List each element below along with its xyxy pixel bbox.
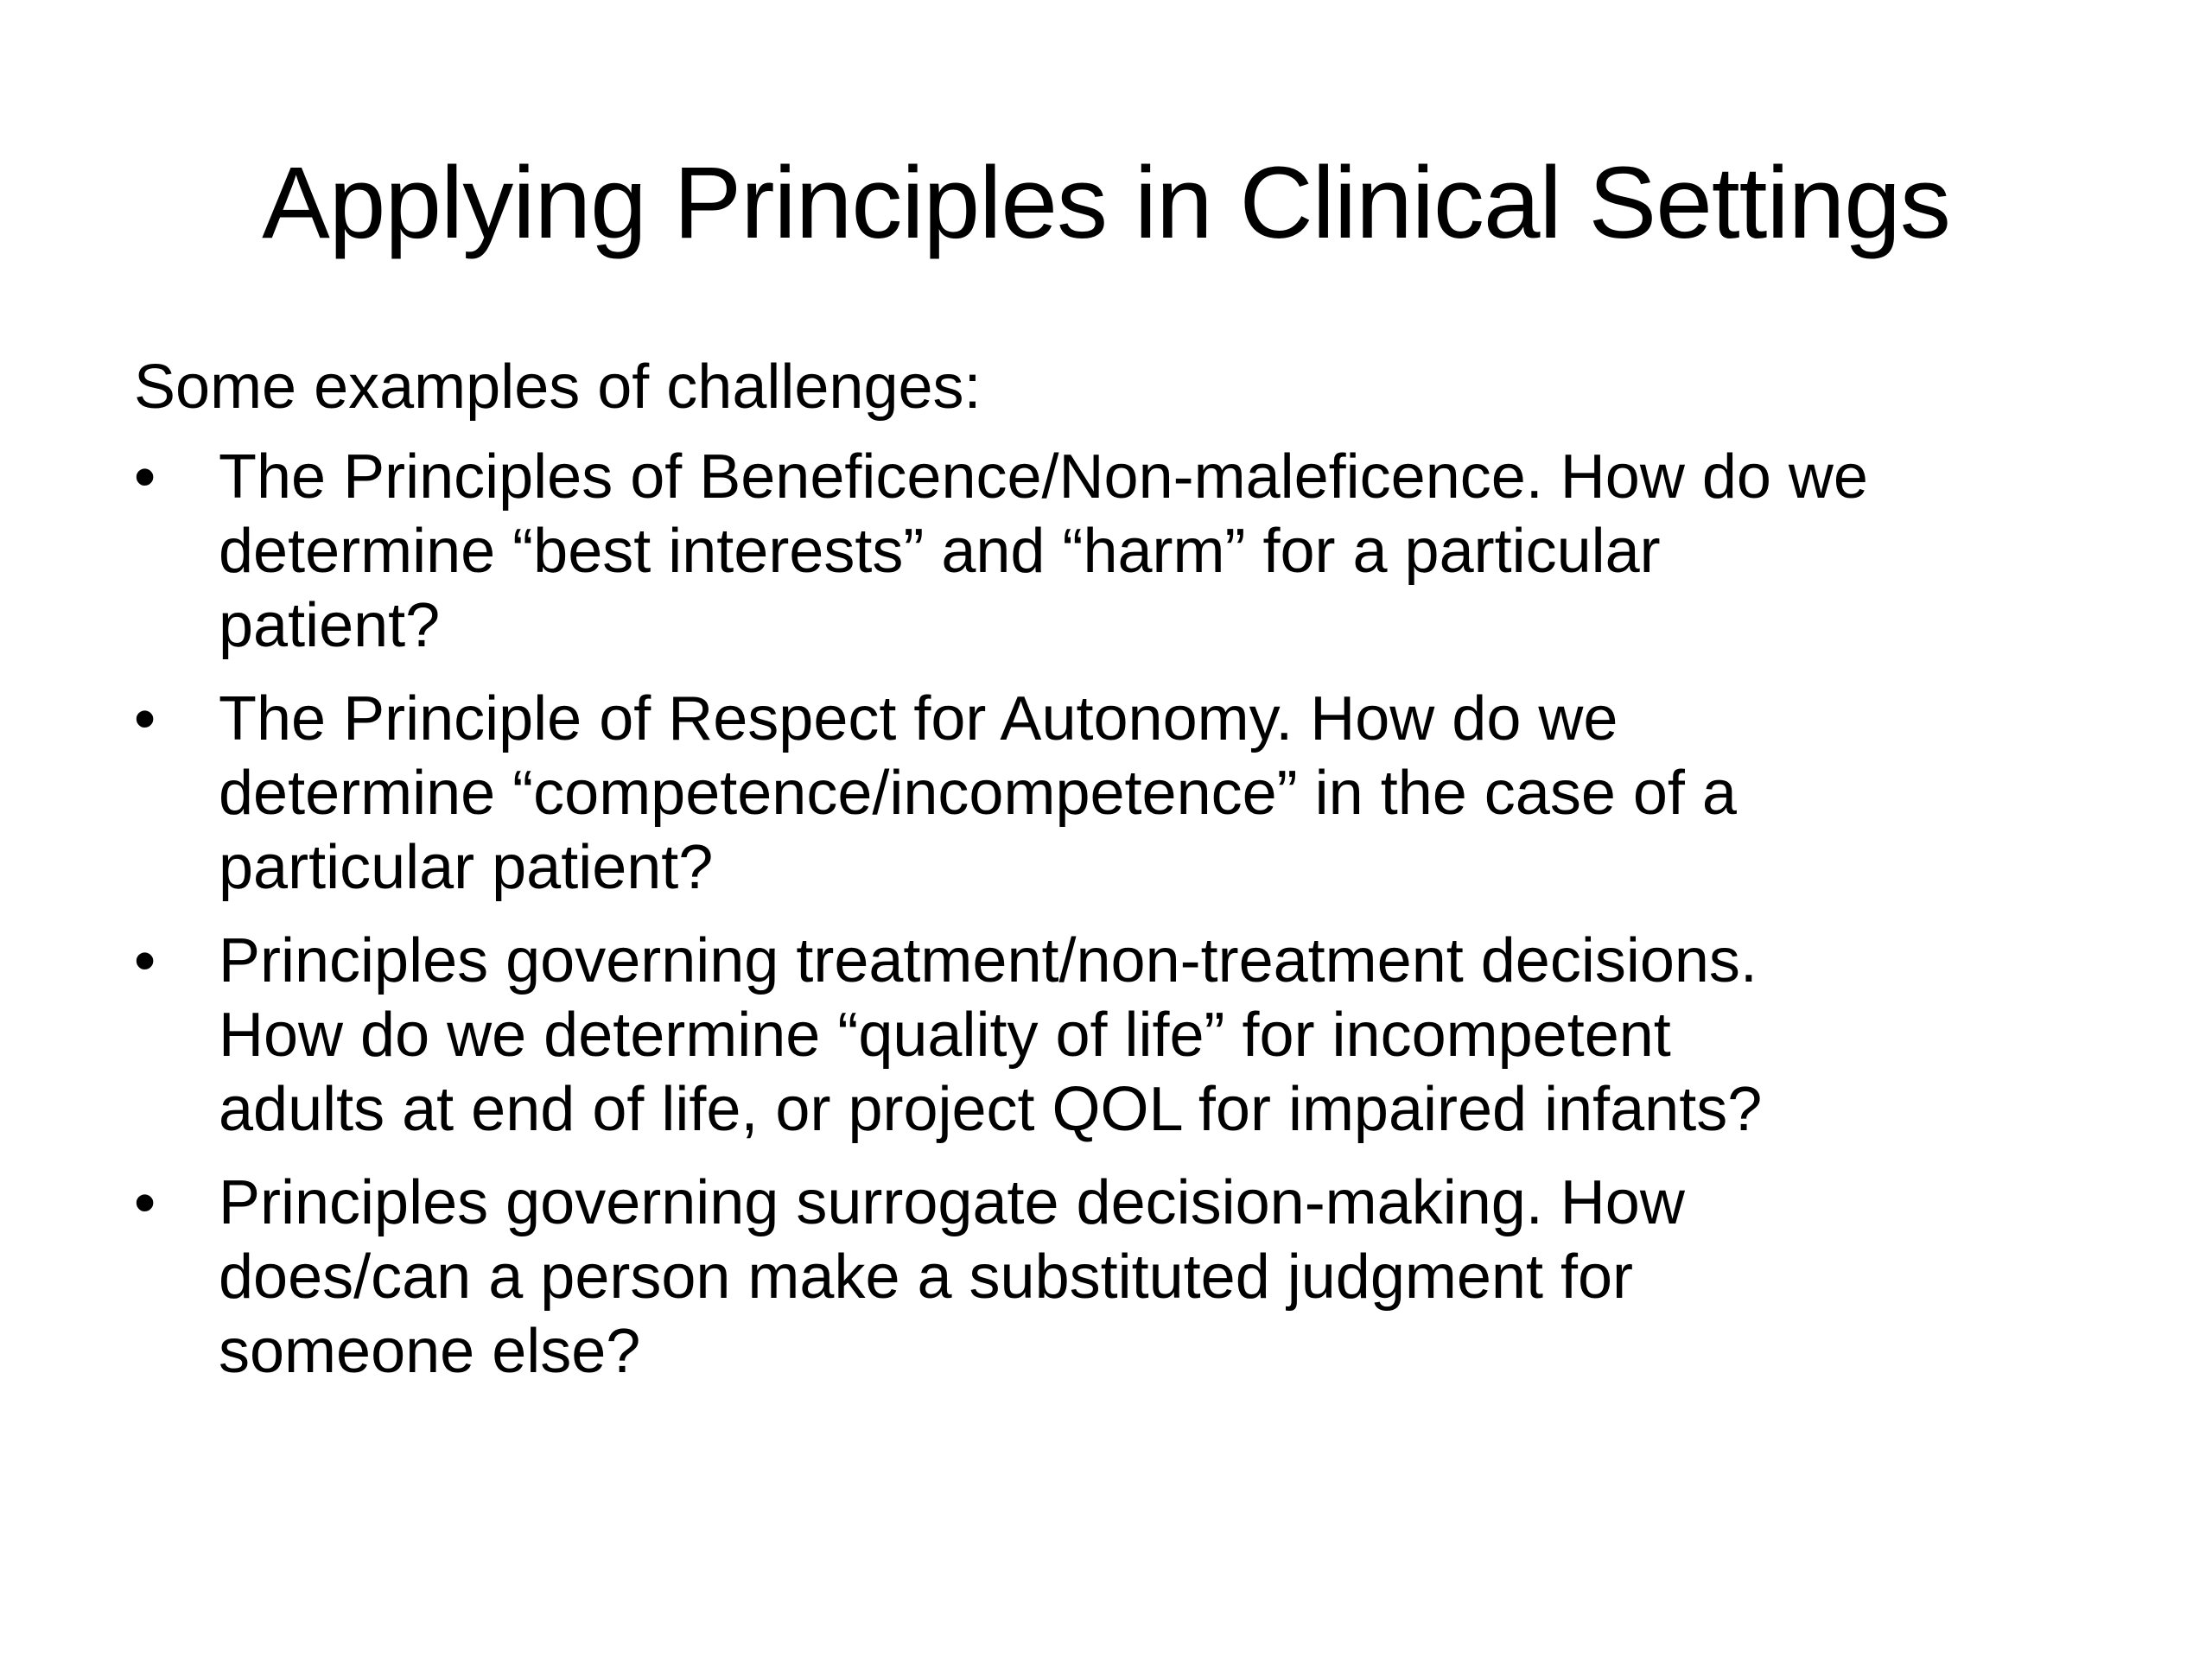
bullet-line: determine “best interests” and “harm” for a particular bbox=[219, 517, 1661, 586]
bullet-icon: • bbox=[134, 926, 156, 995]
bullet-icon: • bbox=[134, 442, 156, 512]
bullet-line: adults at end of life, or project QOL for impaired infants? bbox=[219, 1075, 1763, 1144]
bullet-item bbox=[134, 924, 2104, 1147]
bullet-line: someone else? bbox=[219, 1317, 641, 1386]
bullet-line: The Principle of Respect for Autonomy. How do we bbox=[219, 684, 1618, 753]
bullet-line: determine “competence/incompetence” in the case of a bbox=[219, 759, 1737, 828]
bullet-line: particular patient? bbox=[219, 833, 714, 902]
bullet-item bbox=[134, 1166, 2104, 1389]
bullet-icon: • bbox=[134, 684, 156, 753]
bullet-line: Principles governing surrogate decision-making. How bbox=[219, 1168, 1685, 1237]
bullet-icon: • bbox=[134, 1168, 156, 1237]
bullet-item bbox=[134, 440, 2104, 663]
bullet-line: The Principles of Beneficence/Non-maleficence. How do we bbox=[219, 442, 1868, 512]
slide-body bbox=[134, 350, 2104, 1408]
bullet-line: Principles governing treatment/non-treatment decisions. bbox=[219, 926, 1758, 995]
bullet-line: patient? bbox=[219, 591, 441, 660]
bullet-item bbox=[134, 682, 2104, 905]
bullet-line: does/can a person make a substituted judgment for bbox=[219, 1243, 1633, 1312]
bullet-list bbox=[134, 440, 2104, 1389]
slide-title: Applying Principles in Clinical Settings bbox=[262, 146, 1950, 260]
intro-text: Some examples of challenges: bbox=[134, 353, 982, 422]
bullet-line: How do we determine “quality of life” for incompetent bbox=[219, 1001, 1671, 1070]
